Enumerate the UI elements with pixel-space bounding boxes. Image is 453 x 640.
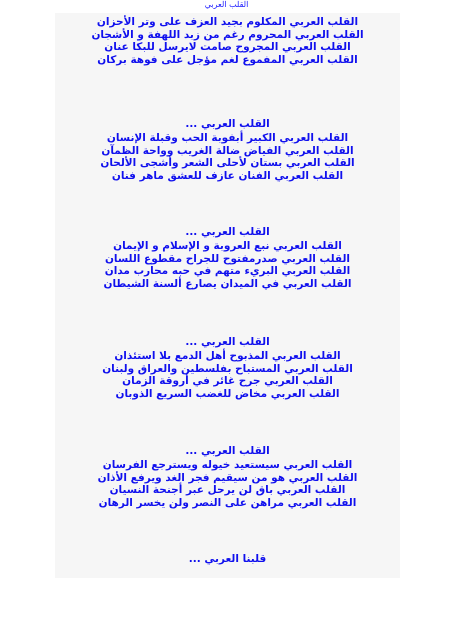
stanza-line: القلب العربي مخاض للغضب السريع الذوبان	[115, 387, 340, 400]
stanza-line: القلب العربي جرح غائر في أروقة الزمان	[122, 375, 333, 387]
stanza-5	[55, 445, 400, 509]
stanza-line: القلب العربي البريء متهم في حبه محارب مدان	[104, 265, 351, 277]
stanza-line: القلب العربي المحروم رغم من زبد اللهفة و الأشجان	[91, 28, 364, 41]
stanza-line: القلب العربي نبع العروبة و الإسلام و الإيمان	[113, 240, 342, 252]
stanza-line: القلب العربي المفموع لغم مؤجل على فوهة بركان	[97, 53, 358, 66]
stanza-line: القلب العربي صدرمفتوح للجراح مقطوع اللسان	[104, 252, 351, 265]
document-page	[55, 13, 400, 578]
stanza-line: القلب العربي الكبير أبفوبة الحب وقبلة الإنسان	[106, 132, 349, 144]
stanza-heading: القلب العربي ...	[185, 336, 270, 348]
document-title: القلب العربي	[204, 0, 249, 9]
stanza-3	[55, 226, 400, 290]
stanza-2	[55, 118, 400, 182]
stanza-line: القلب العربي بستان لأحلى الشعر وأشجى الألحان	[100, 157, 355, 169]
stanza-heading: القلب العربي ...	[185, 445, 270, 457]
stanza-line: القلب العربي المذبوح أهل الدمع بلا استئذان	[114, 350, 341, 362]
stanza-line: القلب العربي سيستعيد خيوله ويسترجع الفرسان	[102, 459, 353, 471]
stanza-line: القلب العربي الفنان عازف للعشق ماهر فنان	[111, 169, 344, 182]
stanza-line: القلب العربي باق لن يرحل عبر أجنحة النسيان	[109, 484, 346, 496]
stanza-line: القلب العربي في الميدان يصارع ألسنة الشيطان	[103, 277, 352, 290]
stanza-line: القلب العربي مراهن على النصر ولن يخسر الرهان	[98, 496, 357, 509]
stanza-line: القلب العربي المستباح بفلسطين والعراق ولبنان	[102, 362, 353, 375]
closing-line: قلبنا العربي ...	[188, 553, 267, 565]
stanza-heading: القلب العربي ...	[185, 226, 270, 238]
stanza-line: القلب العربي المجروح صامت لايرسل للبكا عنان	[104, 41, 351, 53]
stanza-line: القلب العربي المكلوم بجيد العزف على وتر الأحزان	[96, 16, 359, 28]
stanza-1	[55, 16, 400, 66]
stanza-heading: القلب العربي ...	[185, 118, 270, 130]
stanza-line: القلب العربي الفياض ضالة الغريب وواحة الظمآن	[101, 144, 354, 157]
stanza-4	[55, 336, 400, 400]
stanza-line: القلب العربي هو من سيقيم فجر الغد ويرفع الأذان	[97, 471, 358, 484]
